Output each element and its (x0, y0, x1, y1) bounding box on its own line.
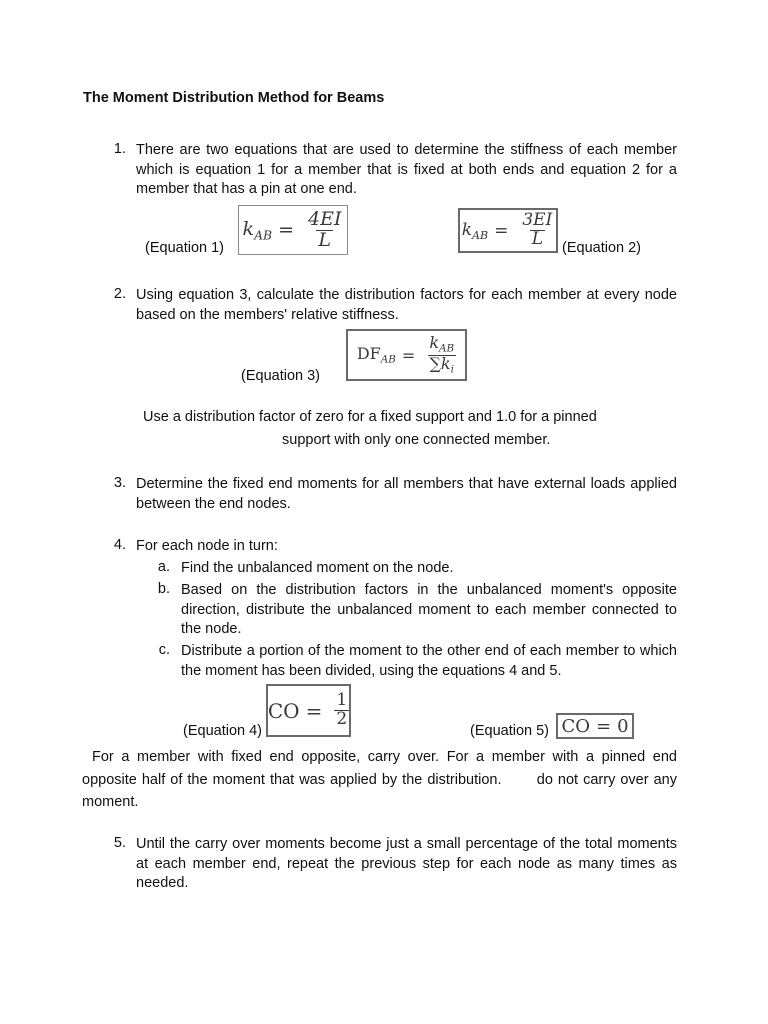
equation-4-formula: CO = $\frac{1}{2}$ (266, 684, 351, 737)
distribution-note-line2: support with only one connected member. (282, 432, 551, 448)
step-text: Using equation 3, calculate the distribution factors for each member at every node based on the members' relative stiffness. (136, 287, 677, 323)
equation-label: (Equation 2) (562, 240, 641, 256)
equation-5-formula: CO = 0 (556, 713, 634, 739)
distribution-note-line1: Use a distribution factor of zero for a fixed support and 1.0 for a pinned (143, 409, 597, 425)
substep-text: Distribute a portion of the moment to the other end of each member to which the moment has been divided, using the equations 4 and 5. (181, 643, 677, 679)
step-number: 4. (113, 537, 126, 553)
substep-letter: b. (157, 581, 170, 597)
step-number: 5. (113, 835, 126, 851)
equation-label: (Equation 1) (145, 240, 224, 256)
substep-letter: a. (157, 559, 170, 575)
equation-2-formula: $k_{AB}$ = $\frac{3EI}{L}$ (458, 208, 558, 253)
step-text: There are two equations that are used to determine the stiffness of each member which is equation 1 for a member that is fixed at both ends and equation 2 for a member that has a pin at one end. (136, 142, 677, 197)
step-text: Determine the fixed end moments for all members that have external loads applied between the end nodes. (136, 476, 677, 512)
step-text: For each node in turn: (136, 538, 278, 554)
equation-label: (Equation 5) (470, 723, 549, 739)
equation-label: (Equation 3) (241, 368, 320, 384)
substep-letter: c. (158, 642, 170, 658)
page-title: The Moment Distribution Method for Beams (83, 90, 385, 106)
equation-1-formula: $k_{AB}$ = $\frac{4EI}{L}$ (238, 205, 348, 255)
carry-over-note: For a member with fixed end opposite, carry over. For a member with a pinned end opposite half of the moment that was applied by the distribution. do not carry over any moment. (82, 749, 677, 810)
step-number: 2. (113, 286, 126, 302)
step-number: 3. (113, 475, 126, 491)
step-text: Until the carry over moments become just a small percentage of the total moments at each member end, repeat the previous step for each node as many times as needed. (136, 836, 677, 891)
step-number: 1. (113, 141, 126, 157)
substep-text: Based on the distribution factors in the unbalanced moment's opposite direction, distribute the unbalanced moment to each member connected to the node. (181, 582, 677, 637)
equation-label: (Equation 4) (183, 723, 262, 739)
equation-3-formula: $DF_{AB}$ = $\frac{k_{AB}}{\sum k_i}$ (346, 329, 467, 381)
substep-text: Find the unbalanced moment on the node. (181, 560, 454, 576)
